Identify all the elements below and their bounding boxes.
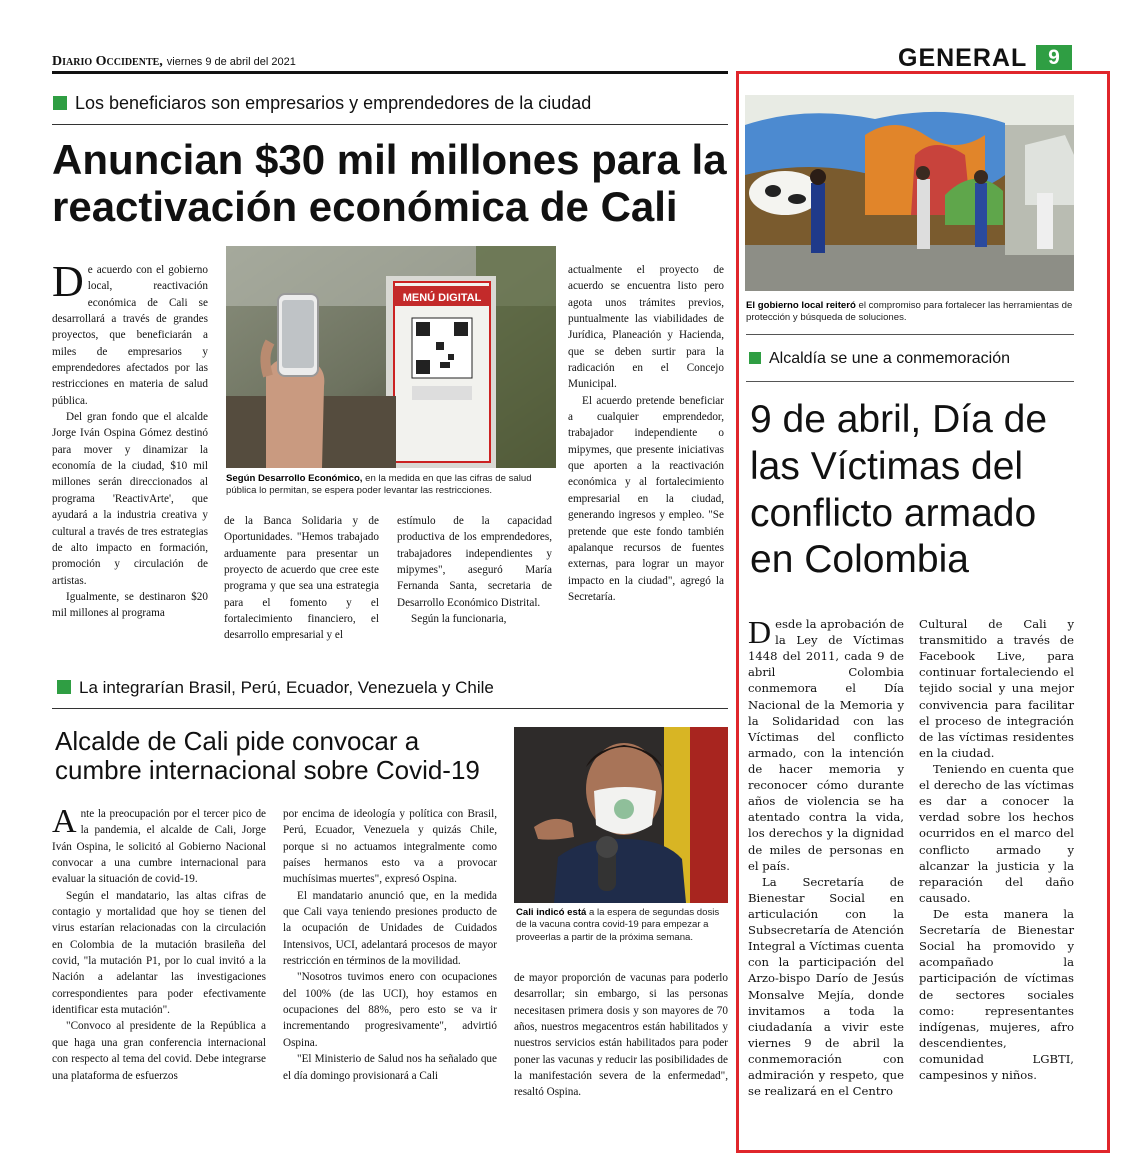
- paragraph: esde la aprobación de la Ley de Víctimas 1448 del 2011, cada 9 de abril Colombia conmemora el Día Nacional de la Memoria y la Solidaridad con las Víctimas del conflicto armado, con la intención de hacer memoria y reconocer cómo durante años de violencia se ha atentado contra la vida, los derechos y la dignidad de miles de personas en el país.: [748, 617, 904, 873]
- story2-kicker-text: La integrarían Brasil, Perú, Ecuador, Venezuela y Chile: [79, 678, 494, 697]
- story2-column-2: [283, 806, 497, 1084]
- divider: [52, 124, 728, 125]
- story1-kicker-text: Los beneficiaros son empresarios y emprendedores de la ciudad: [75, 93, 592, 113]
- page-number: 9: [1036, 45, 1072, 70]
- paragraph: e acuerdo con el gobierno local, reactivación económica de Cali se desarrollará a través de grandes proyectos, que beneficiarán a miles de empresarios y emprendedores afectados por las restricciones en materia de salud pública.: [52, 264, 208, 407]
- divider: [746, 381, 1074, 382]
- mayor-photo: [514, 727, 728, 903]
- paragraph: estímulo de la capacidad productiva de los emprendedores, trabajadores independientes y mipymes", aseguró María Fernanda Santa, secretaria de Desarrollo Económico Distrital.: [397, 515, 552, 609]
- issue-date: viernes 9 de abril del 2021: [166, 56, 296, 68]
- paragraph: actualmente el proyecto de acuerdo se encuentra listo pero agota unos trámites previos, puntualmente las viabilidades de Jurídica, Planeación y Hacienda, que se deben surtir para la radicación en el Concejo Municipal.: [568, 264, 724, 391]
- story1-photo: [226, 246, 556, 468]
- story3-column-1: [748, 616, 904, 1099]
- menu-sign-text: MENÚ DIGITAL: [402, 292, 482, 304]
- paragraph: "Convoco al presidente de la República a que haga una gran conferencia internacional con respecto al tema del covid. Debe integrarse una plataforma de esfuerzos: [52, 1020, 266, 1082]
- story1-column-2: [224, 513, 379, 644]
- story2-column-1: [52, 803, 266, 1084]
- green-square-icon: [749, 352, 761, 364]
- paragraph: Igualmente, se destinaron $20 mil millones al programa: [52, 590, 208, 620]
- paragraph: Según el mandatario, las altas cifras de contagio y mortalidad que hoy se tienen del virus estarían relacionadas con la circulación en Colombia de la mutación brasileña del covid, "la mutación P1, por lo cual invitó a la Nación a adelantar las investigaciones correspondientes para poder efectivamente identificar esta mutación".: [52, 889, 266, 1017]
- dropcap: D: [52, 257, 84, 306]
- story1-headline: Anuncian $30 mil millones para la reactivación económica de Cali: [52, 136, 727, 231]
- divider: [746, 334, 1074, 335]
- caption-lead: Según Desarrollo Económico,: [226, 473, 363, 484]
- section-header: [898, 44, 1073, 72]
- qr-menu-photo: [226, 246, 556, 468]
- divider: [52, 708, 728, 709]
- story3-photo: [745, 95, 1074, 291]
- paragraph: "Nosotros tuvimos enero con ocupaciones del 100% (de las UCI), hoy estamos en ocupaciones del 88%, pero esto se va ir incrementando progresivamente", advirtió Ospina.: [283, 971, 497, 1049]
- paragraph: de la Banca Solidaria y de Oportunidades. "Hemos trabajado arduamente para presentar un proyecto de acuerdo que cree este programa y que sea una estrategia para el fomento y el fortalecimiento financiero, el desarrollo empresarial y el: [224, 515, 379, 642]
- caption-text: a la espera de segundas dosis de la vacuna contra covid-19 para empezar a proveerlas a partir de la próxima semana.: [516, 907, 720, 943]
- story2-column-3: [514, 970, 728, 1101]
- paragraph: nte la preocupación por el tercer pico de la pandemia, el alcalde de Cali, Jorge Iván Ospina, le solicitó al Gobierno Nacional convocar a una cumbre internacional para evaluar la situación de covid-19.: [52, 808, 266, 886]
- green-square-icon: [57, 680, 71, 694]
- story1-kicker: [53, 93, 591, 114]
- mural-photo: [745, 95, 1074, 291]
- story2-headline: Alcalde de Cali pide convocar a cumbre internacional sobre Covid-19: [55, 726, 480, 786]
- story2-kicker: [57, 678, 494, 698]
- section-name: GENERAL: [898, 44, 1028, 72]
- caption-text: el compromiso para fortalecer las herramientas de protección y búsqueda de soluciones.: [746, 300, 1073, 324]
- story2-photo: [514, 727, 728, 903]
- story1-caption: [226, 473, 558, 498]
- masthead: [52, 52, 728, 74]
- paragraph: El mandatario anunció que, en la medida que Cali vaya teniendo presiones producto de la ocupación de Unidades de Cuidados Intensivos, UCI, adelantará procesos de mayor restricción en términos de la movilidad.: [283, 889, 497, 968]
- story1-column-4: [568, 262, 724, 605]
- paragraph: Según la funcionaria,: [411, 613, 507, 626]
- paragraph: Teniendo en cuenta que el derecho de las víctimas es dar a conocer la verdad sobre los hechos ocurridos en el marco del conflicto armado y alcanzar la justicia y la reparación del daño causado.: [919, 761, 1074, 905]
- paragraph: "El Ministerio de Salud nos ha señalado que el día domingo provisionará a Cali: [283, 1053, 497, 1082]
- paragraph: El acuerdo pretende beneficiar a cualquier emprendedor, trabajador independiente o mipymes, que presente iniciativas que aporten a la reactivación económica y al fortalecimiento empresarial en la ciudad, generando ingresos y empleo. "Se pretende que este fondo también apalanque recursos de fuentes externas, para lograr un mayor impacto en la ciudad", agregó la Secretaría.: [568, 394, 724, 603]
- paragraph: Del gran fondo que el alcalde Jorge Iván Ospina Gómez destinó para mover y dinamizar la economía de la ciudad, $10 mil millones serán direccionados al programa 'ReactivArte', que ayudará a la industria creativa y cultural a través de tres estrategias de alto impacto en formación, promoción y circulación de artistas.: [52, 411, 208, 587]
- dropcap: D: [748, 614, 772, 650]
- story2-caption: [516, 907, 728, 944]
- green-square-icon: [53, 96, 67, 110]
- story3-kicker-text: Alcaldía se une a conmemoración: [769, 350, 1011, 367]
- story1-column-1: [52, 257, 208, 622]
- story3-column-2: [919, 616, 1074, 1083]
- paragraph: La Secretaría de Bienestar Social en articulación con la Subsecretaría de Atención Integral a Víctimas cuenta con la participación del Arzo-bispo Darío de Jesús Monsalve Mejía, donde invitamos a toda la ciudadanía a vivir este viernes 9 de abril la conmemoración con admiración y respeto, que se realizará en el Centro: [748, 874, 904, 1099]
- caption-lead: El gobierno local reiteró: [746, 300, 856, 311]
- paragraph: Cultural de Cali y transmitido a través de Facebook Live, para continuar fortaleciendo el tejido social y una mejor convivencia para facilitar el proceso de integración de las víctimas residentes en la ciudad.: [919, 617, 1074, 760]
- paragraph: De esta manera la Secretaría de Bienestar Social ha promovido y acompañado la participación de víctimas de sectores sociales como: representantes indígenas, mujeres, afro descendientes, comunidad LGBTI, campesinos y niños.: [919, 906, 1074, 1083]
- caption-lead: Cali indicó está: [516, 907, 587, 918]
- newspaper-name: Diario Occidente,: [52, 54, 163, 69]
- story1-column-3: [397, 513, 552, 627]
- paragraph: por encima de ideología y política con Brasil, Perú, Ecuador, Venezuela y quizás Chile, porque si no actuamos integralmente como países hermanos esto va a provocar muchísimas muertes", expresó Ospina.: [283, 808, 497, 886]
- story3-caption: [746, 300, 1076, 325]
- dropcap: A: [52, 803, 77, 840]
- story3-headline: 9 de abril, Día de las Víctimas del conflicto armado en Colombia: [750, 398, 1048, 582]
- story3-kicker: [749, 350, 1010, 368]
- paragraph: de mayor proporción de vacunas para poderlo desarrollar; sin embargo, si las personas necesitasen primera dosis y son mayores de 70 años, nuestros megacentros están habilitados y nuestros servicios están habilitados para poder poner las vacunas y reducir las posibilidades de la manifestación severa de la enfermedad", resaltó Ospina.: [514, 972, 728, 1099]
- caption-text: en la medida en que las cifras de salud pública lo permitan, se espera poder levantar las restricciones.: [226, 473, 532, 497]
